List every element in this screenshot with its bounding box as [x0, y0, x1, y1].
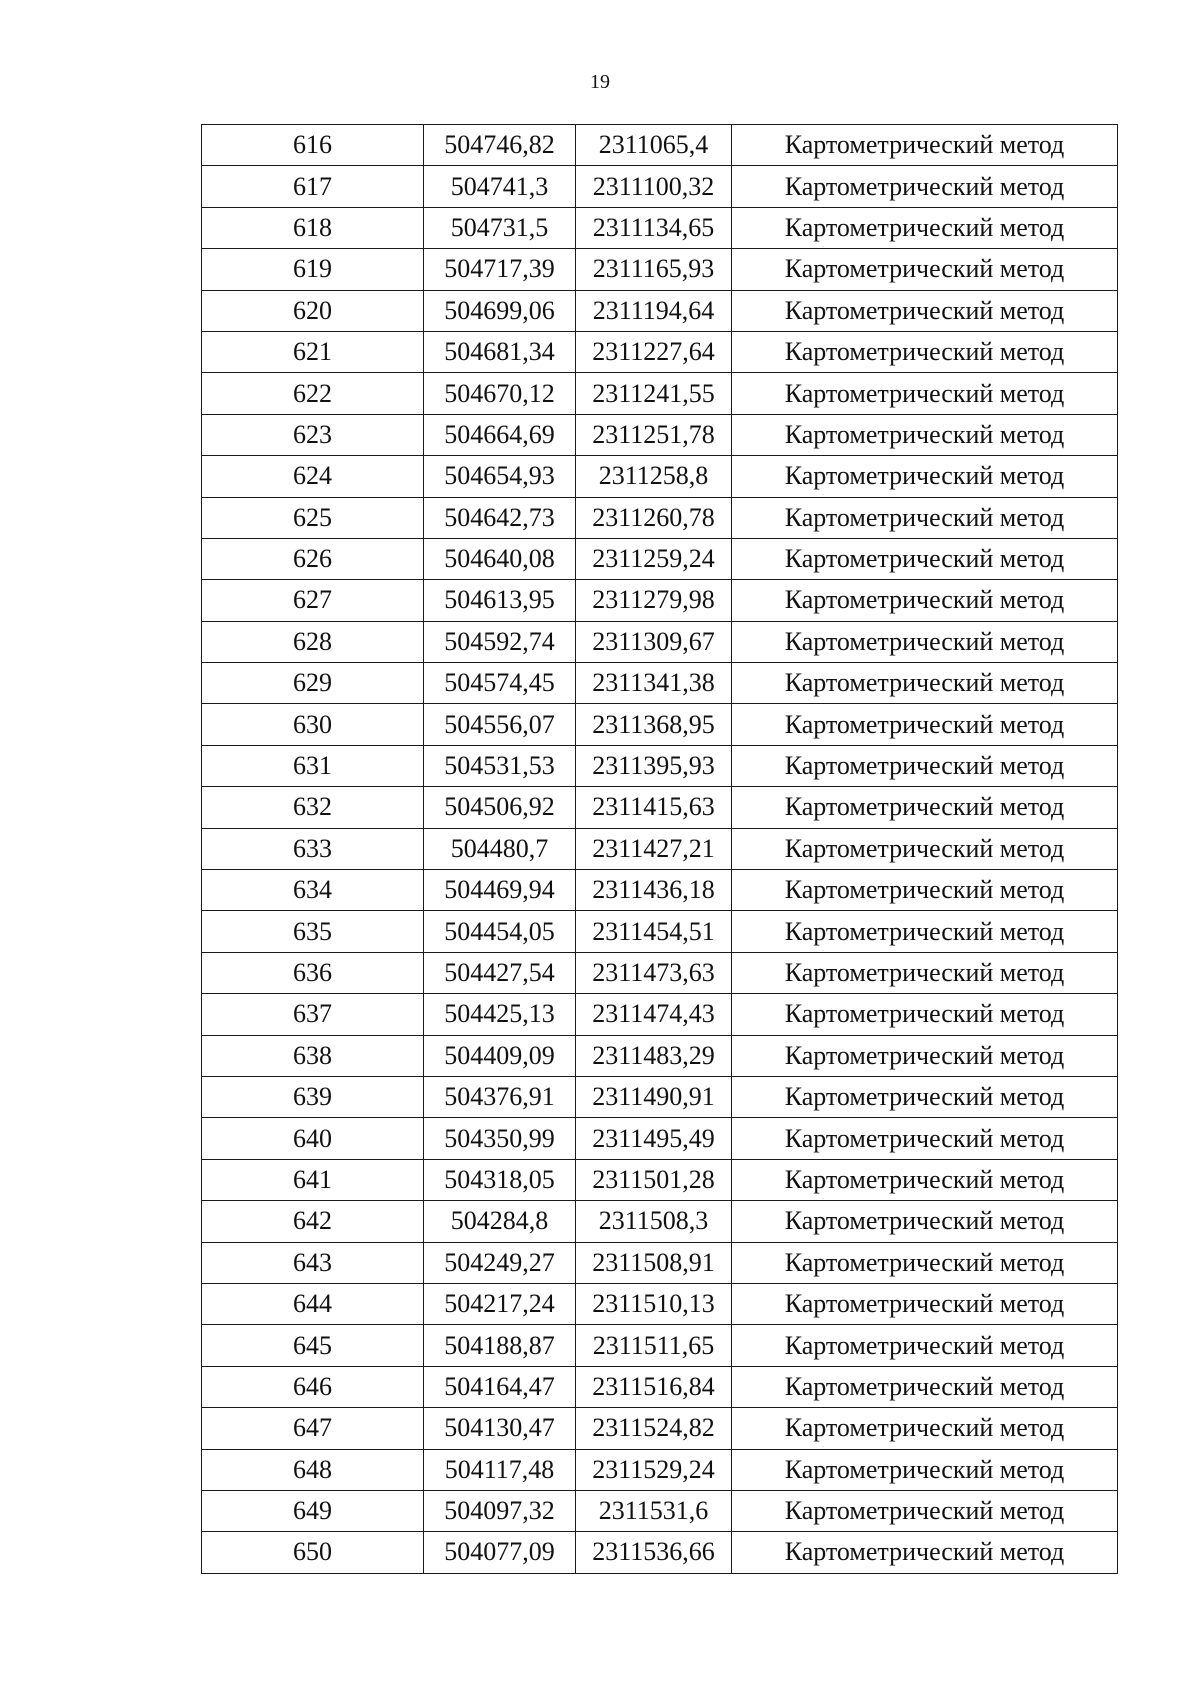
y-coordinate-cell: 2311194,64 — [576, 290, 732, 331]
point-number-cell: 620 — [202, 290, 424, 331]
method-cell: Картометрический метод — [732, 911, 1118, 952]
table-row — [202, 373, 1118, 414]
table-row — [202, 911, 1118, 952]
point-number-cell: 622 — [202, 373, 424, 414]
x-coordinate-cell: 504409,09 — [424, 1035, 576, 1076]
point-number-cell: 619 — [202, 249, 424, 290]
method-cell: Картометрический метод — [732, 497, 1118, 538]
point-number-cell: 623 — [202, 414, 424, 455]
point-number-cell: 642 — [202, 1201, 424, 1242]
point-number-cell: 640 — [202, 1118, 424, 1159]
y-coordinate-cell: 2311536,66 — [576, 1532, 732, 1573]
x-coordinate-cell: 504480,7 — [424, 828, 576, 869]
point-number-cell: 628 — [202, 621, 424, 662]
table-row — [202, 1159, 1118, 1200]
y-coordinate-cell: 2311508,3 — [576, 1201, 732, 1242]
x-coordinate-cell: 504681,34 — [424, 331, 576, 372]
method-cell: Картометрический метод — [732, 1532, 1118, 1573]
x-coordinate-cell: 504556,07 — [424, 704, 576, 745]
x-coordinate-cell: 504741,3 — [424, 166, 576, 207]
x-coordinate-cell: 504531,53 — [424, 745, 576, 786]
y-coordinate-cell: 2311341,38 — [576, 663, 732, 704]
y-coordinate-cell: 2311483,29 — [576, 1035, 732, 1076]
x-coordinate-cell: 504164,47 — [424, 1366, 576, 1407]
table-row — [202, 1532, 1118, 1573]
method-cell: Картометрический метод — [732, 580, 1118, 621]
table-row — [202, 663, 1118, 704]
y-coordinate-cell: 2311427,21 — [576, 828, 732, 869]
method-cell: Картометрический метод — [732, 1449, 1118, 1490]
method-cell: Картометрический метод — [732, 166, 1118, 207]
method-cell: Картометрический метод — [732, 952, 1118, 993]
y-coordinate-cell: 2311260,78 — [576, 497, 732, 538]
method-cell: Картометрический метод — [732, 1076, 1118, 1117]
y-coordinate-cell: 2311279,98 — [576, 580, 732, 621]
table-row — [202, 1449, 1118, 1490]
y-coordinate-cell: 2311251,78 — [576, 414, 732, 455]
method-cell: Картометрический метод — [732, 994, 1118, 1035]
method-cell: Картометрический метод — [732, 828, 1118, 869]
y-coordinate-cell: 2311436,18 — [576, 870, 732, 911]
method-cell: Картометрический метод — [732, 538, 1118, 579]
point-number-cell: 645 — [202, 1325, 424, 1366]
table-row — [202, 952, 1118, 993]
point-number-cell: 644 — [202, 1283, 424, 1324]
point-number-cell: 626 — [202, 538, 424, 579]
x-coordinate-cell: 504469,94 — [424, 870, 576, 911]
point-number-cell: 616 — [202, 125, 424, 166]
method-cell: Картометрический метод — [732, 663, 1118, 704]
x-coordinate-cell: 504699,06 — [424, 290, 576, 331]
table-row — [202, 1118, 1118, 1159]
y-coordinate-cell: 2311368,95 — [576, 704, 732, 745]
method-cell: Картометрический метод — [732, 787, 1118, 828]
coordinates-table-body — [202, 125, 1118, 1574]
x-coordinate-cell: 504318,05 — [424, 1159, 576, 1200]
table-row — [202, 1242, 1118, 1283]
x-coordinate-cell: 504376,91 — [424, 1076, 576, 1117]
y-coordinate-cell: 2311524,82 — [576, 1408, 732, 1449]
y-coordinate-cell: 2311134,65 — [576, 207, 732, 248]
point-number-cell: 627 — [202, 580, 424, 621]
method-cell: Картометрический метод — [732, 745, 1118, 786]
coordinates-table — [201, 124, 1118, 1574]
x-coordinate-cell: 504613,95 — [424, 580, 576, 621]
table-row — [202, 621, 1118, 662]
table-row — [202, 414, 1118, 455]
point-number-cell: 643 — [202, 1242, 424, 1283]
point-number-cell: 646 — [202, 1366, 424, 1407]
point-number-cell: 631 — [202, 745, 424, 786]
method-cell: Картометрический метод — [732, 1490, 1118, 1531]
method-cell: Картометрический метод — [732, 1408, 1118, 1449]
x-coordinate-cell: 504284,8 — [424, 1201, 576, 1242]
table-row — [202, 538, 1118, 579]
x-coordinate-cell: 504130,47 — [424, 1408, 576, 1449]
y-coordinate-cell: 2311165,93 — [576, 249, 732, 290]
method-cell: Картометрический метод — [732, 1283, 1118, 1324]
method-cell: Картометрический метод — [732, 1242, 1118, 1283]
x-coordinate-cell: 504642,73 — [424, 497, 576, 538]
table-row — [202, 249, 1118, 290]
table-row — [202, 870, 1118, 911]
x-coordinate-cell: 504217,24 — [424, 1283, 576, 1324]
y-coordinate-cell: 2311511,65 — [576, 1325, 732, 1366]
x-coordinate-cell: 504097,32 — [424, 1490, 576, 1531]
y-coordinate-cell: 2311473,63 — [576, 952, 732, 993]
method-cell: Картометрический метод — [732, 373, 1118, 414]
method-cell: Картометрический метод — [732, 331, 1118, 372]
y-coordinate-cell: 2311516,84 — [576, 1366, 732, 1407]
x-coordinate-cell: 504117,48 — [424, 1449, 576, 1490]
table-row — [202, 745, 1118, 786]
point-number-cell: 638 — [202, 1035, 424, 1076]
point-number-cell: 633 — [202, 828, 424, 869]
x-coordinate-cell: 504592,74 — [424, 621, 576, 662]
method-cell: Картометрический метод — [732, 456, 1118, 497]
method-cell: Картометрический метод — [732, 290, 1118, 331]
method-cell: Картометрический метод — [732, 414, 1118, 455]
table-row — [202, 1490, 1118, 1531]
x-coordinate-cell: 504654,93 — [424, 456, 576, 497]
table-row — [202, 787, 1118, 828]
y-coordinate-cell: 2311100,32 — [576, 166, 732, 207]
x-coordinate-cell: 504506,92 — [424, 787, 576, 828]
y-coordinate-cell: 2311529,24 — [576, 1449, 732, 1490]
method-cell: Картометрический метод — [732, 1159, 1118, 1200]
y-coordinate-cell: 2311241,55 — [576, 373, 732, 414]
point-number-cell: 617 — [202, 166, 424, 207]
method-cell: Картометрический метод — [732, 621, 1118, 662]
method-cell: Картометрический метод — [732, 704, 1118, 745]
point-number-cell: 621 — [202, 331, 424, 372]
table-row — [202, 207, 1118, 248]
y-coordinate-cell: 2311415,63 — [576, 787, 732, 828]
point-number-cell: 647 — [202, 1408, 424, 1449]
y-coordinate-cell: 2311065,4 — [576, 125, 732, 166]
method-cell: Картометрический метод — [732, 1035, 1118, 1076]
method-cell: Картометрический метод — [732, 249, 1118, 290]
point-number-cell: 637 — [202, 994, 424, 1035]
point-number-cell: 648 — [202, 1449, 424, 1490]
y-coordinate-cell: 2311508,91 — [576, 1242, 732, 1283]
x-coordinate-cell: 504427,54 — [424, 952, 576, 993]
y-coordinate-cell: 2311474,43 — [576, 994, 732, 1035]
x-coordinate-cell: 504731,5 — [424, 207, 576, 248]
table-row — [202, 1366, 1118, 1407]
x-coordinate-cell: 504670,12 — [424, 373, 576, 414]
table-row — [202, 1076, 1118, 1117]
point-number-cell: 625 — [202, 497, 424, 538]
table-row — [202, 1408, 1118, 1449]
y-coordinate-cell: 2311510,13 — [576, 1283, 732, 1324]
x-coordinate-cell: 504640,08 — [424, 538, 576, 579]
point-number-cell: 649 — [202, 1490, 424, 1531]
method-cell: Картометрический метод — [732, 207, 1118, 248]
table-row — [202, 828, 1118, 869]
point-number-cell: 618 — [202, 207, 424, 248]
method-cell: Картометрический метод — [732, 1201, 1118, 1242]
y-coordinate-cell: 2311495,49 — [576, 1118, 732, 1159]
table-row — [202, 1035, 1118, 1076]
point-number-cell: 641 — [202, 1159, 424, 1200]
y-coordinate-cell: 2311501,28 — [576, 1159, 732, 1200]
table-row — [202, 1325, 1118, 1366]
method-cell: Картометрический метод — [732, 125, 1118, 166]
table-row — [202, 580, 1118, 621]
x-coordinate-cell: 504454,05 — [424, 911, 576, 952]
y-coordinate-cell: 2311258,8 — [576, 456, 732, 497]
x-coordinate-cell: 504664,69 — [424, 414, 576, 455]
x-coordinate-cell: 504077,09 — [424, 1532, 576, 1573]
point-number-cell: 639 — [202, 1076, 424, 1117]
table-row — [202, 125, 1118, 166]
table-row — [202, 497, 1118, 538]
x-coordinate-cell: 504350,99 — [424, 1118, 576, 1159]
table-row — [202, 994, 1118, 1035]
x-coordinate-cell: 504574,45 — [424, 663, 576, 704]
table-row — [202, 290, 1118, 331]
x-coordinate-cell: 504746,82 — [424, 125, 576, 166]
method-cell: Картометрический метод — [732, 1366, 1118, 1407]
table-row — [202, 166, 1118, 207]
method-cell: Картометрический метод — [732, 1118, 1118, 1159]
y-coordinate-cell: 2311259,24 — [576, 538, 732, 579]
point-number-cell: 636 — [202, 952, 424, 993]
table-row — [202, 456, 1118, 497]
method-cell: Картометрический метод — [732, 870, 1118, 911]
y-coordinate-cell: 2311454,51 — [576, 911, 732, 952]
y-coordinate-cell: 2311227,64 — [576, 331, 732, 372]
table-row — [202, 1283, 1118, 1324]
point-number-cell: 624 — [202, 456, 424, 497]
point-number-cell: 632 — [202, 787, 424, 828]
y-coordinate-cell: 2311395,93 — [576, 745, 732, 786]
point-number-cell: 629 — [202, 663, 424, 704]
method-cell: Картометрический метод — [732, 1325, 1118, 1366]
y-coordinate-cell: 2311531,6 — [576, 1490, 732, 1531]
point-number-cell: 650 — [202, 1532, 424, 1573]
table-row — [202, 331, 1118, 372]
x-coordinate-cell: 504188,87 — [424, 1325, 576, 1366]
y-coordinate-cell: 2311309,67 — [576, 621, 732, 662]
table-row — [202, 1201, 1118, 1242]
table-row — [202, 704, 1118, 745]
point-number-cell: 634 — [202, 870, 424, 911]
y-coordinate-cell: 2311490,91 — [576, 1076, 732, 1117]
x-coordinate-cell: 504717,39 — [424, 249, 576, 290]
point-number-cell: 635 — [202, 911, 424, 952]
page-number: 19 — [590, 71, 610, 93]
x-coordinate-cell: 504425,13 — [424, 994, 576, 1035]
x-coordinate-cell: 504249,27 — [424, 1242, 576, 1283]
point-number-cell: 630 — [202, 704, 424, 745]
